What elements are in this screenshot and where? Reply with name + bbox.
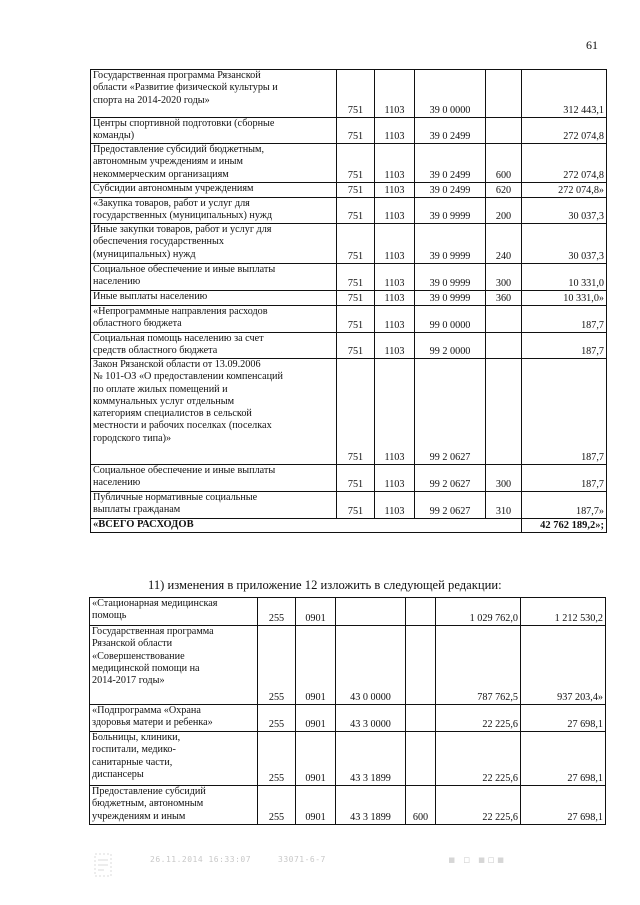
table-row xyxy=(91,183,607,198)
scan-stamp-icon xyxy=(92,852,114,878)
table-row xyxy=(91,198,607,224)
total-row xyxy=(91,519,607,533)
row-admin-code: 751 xyxy=(337,264,375,291)
row-target-code: 39 0 2499 xyxy=(415,118,486,144)
row-amount: 30 037,3 xyxy=(522,198,607,224)
row-admin-code: 255 xyxy=(258,786,296,825)
row-admin-code: 255 xyxy=(258,732,296,786)
row-admin-code: 751 xyxy=(337,333,375,359)
row-name: Публичные нормативные социальные выплаты гражданам xyxy=(91,492,337,519)
row-section-code: 1103 xyxy=(375,198,415,224)
row-target-code: 43 3 0000 xyxy=(336,705,406,732)
row-expense-type: 620 xyxy=(486,183,522,198)
row-name: Социальное обеспечение и иные выплаты населению xyxy=(91,465,337,492)
row-expense-type xyxy=(486,333,522,359)
row-section-code: 1103 xyxy=(375,183,415,198)
row-section-code: 1103 xyxy=(375,465,415,492)
page-number: 61 xyxy=(586,38,598,52)
row-section-code: 0901 xyxy=(296,598,336,626)
table-row xyxy=(91,359,607,465)
row-target-code: 43 3 1899 xyxy=(336,786,406,825)
row-section-code: 1103 xyxy=(375,492,415,519)
row-target-code: 99 0 0000 xyxy=(415,306,486,333)
row-target-code: 39 0 9999 xyxy=(415,198,486,224)
row-name: Социальное обеспечение и иные выплаты населению xyxy=(91,264,337,291)
row-expense-type xyxy=(486,118,522,144)
row-section-code: 1103 xyxy=(375,291,415,306)
row-section-code: 1103 xyxy=(375,333,415,359)
row-admin-code: 751 xyxy=(337,224,375,264)
total-label: «ВСЕГО РАСХОДОВ xyxy=(91,519,522,533)
row-name: «Непрограммные направления расходов областного бюджета xyxy=(91,306,337,333)
row-target-code: 99 2 0627 xyxy=(415,492,486,519)
row-admin-code: 751 xyxy=(337,465,375,492)
row-target-code: 43 3 1899 xyxy=(336,732,406,786)
table-row xyxy=(91,306,607,333)
row-admin-code: 751 xyxy=(337,198,375,224)
row-amount: 187,7» xyxy=(522,492,607,519)
row-name: «Подпрограмма «Охрана здоровья матери и ребенка» xyxy=(90,705,258,732)
table-row xyxy=(91,492,607,519)
scan-mark-icon: ▪ ▫ ▪▫▪ xyxy=(448,853,507,866)
row-name: «Закупка товаров, работ и услуг для государственных (муниципальных) нужд xyxy=(91,198,337,224)
table-row xyxy=(91,465,607,492)
row-section-code: 1103 xyxy=(375,306,415,333)
row-admin-code: 751 xyxy=(337,306,375,333)
row-target-code: 99 2 0627 xyxy=(415,465,486,492)
row-admin-code: 751 xyxy=(337,492,375,519)
expenses-table-2 xyxy=(89,597,606,825)
row-amount-2014: 22 225,6 xyxy=(436,705,521,732)
row-amount: 187,7 xyxy=(522,306,607,333)
row-name: Субсидии автономным учреждениям xyxy=(91,183,337,198)
row-section-code: 1103 xyxy=(375,224,415,264)
table-row xyxy=(91,224,607,264)
row-expense-type: 200 xyxy=(486,198,522,224)
row-section-code: 0901 xyxy=(296,786,336,825)
row-name: Иные выплаты населению xyxy=(91,291,337,306)
row-name: Закон Рязанской области от 13.09.2006 № 101-ОЗ «О предоставлении компенсаций по оплате жилых помещений и коммунальных услуг отдельным категориям специалистов в сельской местности и рабочих поселках (поселках городского типа)» xyxy=(91,359,337,465)
table-row xyxy=(90,786,606,825)
row-amount-2014: 22 225,6 xyxy=(436,732,521,786)
row-section-code: 0901 xyxy=(296,705,336,732)
row-target-code xyxy=(336,598,406,626)
row-expense-type: 300 xyxy=(486,465,522,492)
row-amount: 187,7 xyxy=(522,359,607,465)
row-section-code: 1103 xyxy=(375,118,415,144)
row-admin-code: 751 xyxy=(337,144,375,183)
row-target-code: 39 0 0000 xyxy=(415,70,486,118)
row-amount-2015: 27 698,1 xyxy=(521,705,606,732)
row-admin-code: 255 xyxy=(258,598,296,626)
row-expense-type: 360 xyxy=(486,291,522,306)
row-amount: 312 443,1 xyxy=(522,70,607,118)
row-name: Государственная программа Рязанской области «Совершенствование медицинской помощи на 2014-2017 годы» xyxy=(90,626,258,705)
footer-date: 26.11.2014 16:33:07 xyxy=(150,855,252,864)
row-expense-type xyxy=(406,732,436,786)
row-expense-type: 300 xyxy=(486,264,522,291)
row-section-code: 1103 xyxy=(375,264,415,291)
row-admin-code: 255 xyxy=(258,705,296,732)
row-expense-type xyxy=(406,705,436,732)
row-target-code: 39 0 2499 xyxy=(415,144,486,183)
row-expense-type xyxy=(486,70,522,118)
row-expense-type xyxy=(406,598,436,626)
row-section-code: 1103 xyxy=(375,70,415,118)
row-amount-2014: 787 762,5 xyxy=(436,626,521,705)
row-target-code: 99 2 0000 xyxy=(415,333,486,359)
row-amount: 272 074,8 xyxy=(522,118,607,144)
row-target-code: 39 0 2499 xyxy=(415,183,486,198)
row-name: Иные закупки товаров, работ и услуг для обеспечения государственных (муниципальных) нужд xyxy=(91,224,337,264)
row-amount: 10 331,0» xyxy=(522,291,607,306)
table-row xyxy=(90,626,606,705)
row-admin-code: 751 xyxy=(337,359,375,465)
table-row xyxy=(90,705,606,732)
section-heading: 11) изменения в приложение 12 изложить в следующей редакции: xyxy=(148,578,502,592)
row-amount-2015: 937 203,4» xyxy=(521,626,606,705)
table-row xyxy=(91,333,607,359)
row-section-code: 0901 xyxy=(296,732,336,786)
row-amount-2015: 27 698,1 xyxy=(521,732,606,786)
row-target-code: 43 0 0000 xyxy=(336,626,406,705)
row-amount-2015: 27 698,1 xyxy=(521,786,606,825)
row-amount-2014: 22 225,6 xyxy=(436,786,521,825)
table-row xyxy=(91,118,607,144)
row-section-code: 1103 xyxy=(375,359,415,465)
row-amount: 10 331,0 xyxy=(522,264,607,291)
row-admin-code: 751 xyxy=(337,70,375,118)
row-name: Предоставление субсидий бюджетным, автономным учреждениям и иным xyxy=(90,786,258,825)
table-row xyxy=(90,732,606,786)
total-amount: 42 762 189,2»; xyxy=(522,519,607,533)
row-amount: 272 074,8» xyxy=(522,183,607,198)
row-amount-2015: 1 212 530,2 xyxy=(521,598,606,626)
row-expense-type xyxy=(486,359,522,465)
row-admin-code: 751 xyxy=(337,291,375,306)
row-name: «Стационарная медицинская помощь xyxy=(90,598,258,626)
row-name: Государственная программа Рязанской области «Развитие физической культуры и спорта на 2014-2020 годы» xyxy=(91,70,337,118)
row-target-code: 99 2 0627 xyxy=(415,359,486,465)
row-expense-type: 600 xyxy=(406,786,436,825)
row-expense-type xyxy=(486,306,522,333)
row-expense-type: 600 xyxy=(486,144,522,183)
row-section-code: 0901 xyxy=(296,626,336,705)
row-target-code: 39 0 9999 xyxy=(415,224,486,264)
table-row xyxy=(91,144,607,183)
row-admin-code: 751 xyxy=(337,118,375,144)
row-admin-code: 751 xyxy=(337,183,375,198)
table-row xyxy=(90,598,606,626)
row-name: Больницы, клиники, госпитали, медико- санитарные части, диспансеры xyxy=(90,732,258,786)
row-name: Предоставление субсидий бюджетным, автономным учреждениям и иным некоммерческим организациям xyxy=(91,144,337,183)
row-amount: 187,7 xyxy=(522,333,607,359)
row-amount: 187,7 xyxy=(522,465,607,492)
row-target-code: 39 0 9999 xyxy=(415,264,486,291)
table-row xyxy=(91,264,607,291)
table-row xyxy=(91,291,607,306)
row-admin-code: 255 xyxy=(258,626,296,705)
row-amount: 30 037,3 xyxy=(522,224,607,264)
expenses-table-1 xyxy=(90,69,607,533)
row-name: Социальная помощь населению за счет средств областного бюджета xyxy=(91,333,337,359)
footer-code: 33071-6-7 xyxy=(278,855,326,864)
row-section-code: 1103 xyxy=(375,144,415,183)
row-target-code: 39 0 9999 xyxy=(415,291,486,306)
row-name: Центры спортивной подготовки (сборные команды) xyxy=(91,118,337,144)
row-amount: 272 074,8 xyxy=(522,144,607,183)
row-amount-2014: 1 029 762,0 xyxy=(436,598,521,626)
table-row xyxy=(91,70,607,118)
row-expense-type: 310 xyxy=(486,492,522,519)
row-expense-type xyxy=(406,626,436,705)
row-expense-type: 240 xyxy=(486,224,522,264)
